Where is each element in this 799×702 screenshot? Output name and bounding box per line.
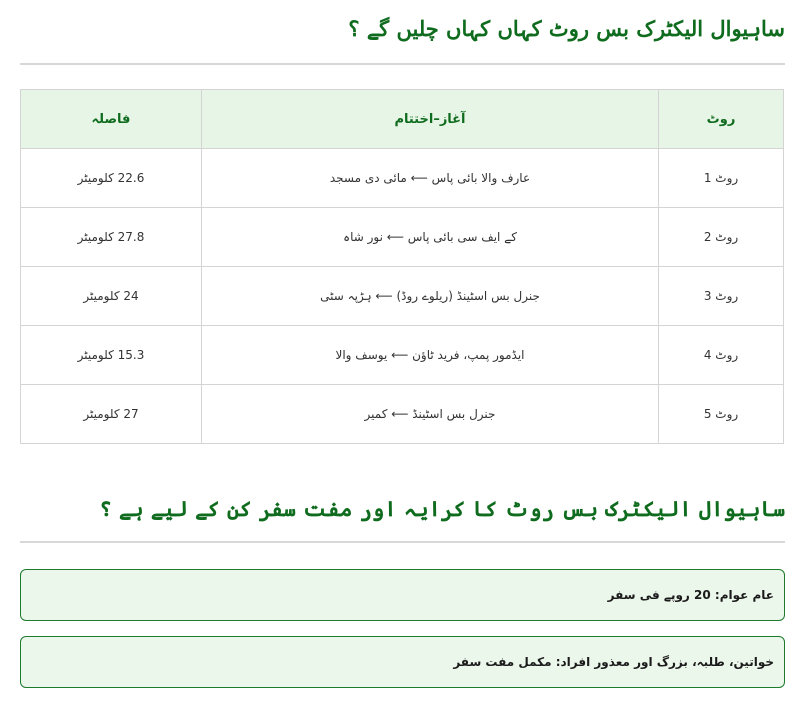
distance-cell: 15.3 کلومیٹر: [21, 326, 202, 385]
route-cell: روٹ 5: [659, 385, 784, 444]
route-cell: روٹ 4: [659, 326, 784, 385]
table-row: [21, 208, 784, 267]
path-cell: عارف والا بائی پاس ⟵ مائی دی مسجد: [202, 149, 659, 208]
fare-info-box-free: [20, 636, 785, 688]
header-path: آغاز–اختتام: [202, 90, 659, 149]
routes-table: [20, 89, 784, 444]
distance-cell: 24 کلومیٹر: [21, 267, 202, 326]
table-row: [21, 149, 784, 208]
section-divider: [20, 541, 785, 543]
route-cell: روٹ 2: [659, 208, 784, 267]
path-cell: کے ایف سی بائی پاس ⟵ نور شاہ: [202, 208, 659, 267]
fare-info-box-general: [20, 569, 785, 621]
table-row: [21, 326, 784, 385]
distance-cell: 27.8 کلومیٹر: [21, 208, 202, 267]
header-distance: فاصلہ: [21, 90, 202, 149]
distance-cell: 27 کلومیٹر: [21, 385, 202, 444]
section-divider: [20, 63, 785, 65]
routes-section-heading: ساہیوال الیکٹرک بس روٹ کہاں کہاں چلیں گے ؟: [348, 16, 785, 41]
route-cell: روٹ 3: [659, 267, 784, 326]
fare-info-text: عام عوام: 20 روپے فی سفر: [607, 588, 774, 602]
fare-info-text: خواتین، طلبہ، بزرگ اور معذور افراد: مکمل مفت سفر: [453, 655, 774, 669]
header-route: روٹ: [659, 90, 784, 149]
table-row: [21, 267, 784, 326]
distance-cell: 22.6 کلومیٹر: [21, 149, 202, 208]
path-cell: جنرل بس اسٹینڈ (ریلوے روڈ) ⟵ ہڑپہ سٹی: [202, 267, 659, 326]
table-header-row: [21, 90, 784, 149]
route-cell: روٹ 1: [659, 149, 784, 208]
path-cell: ایڈمور پمپ، فرید ٹاؤن ⟵ یوسف والا: [202, 326, 659, 385]
fare-section-heading: ساہیوال الیکٹرک بس روٹ کا کرایہ اور مفت سفر کن کے لیے ہے ؟: [99, 496, 785, 521]
table-row: [21, 385, 784, 444]
path-cell: جنرل بس اسٹینڈ ⟵ کمیر: [202, 385, 659, 444]
